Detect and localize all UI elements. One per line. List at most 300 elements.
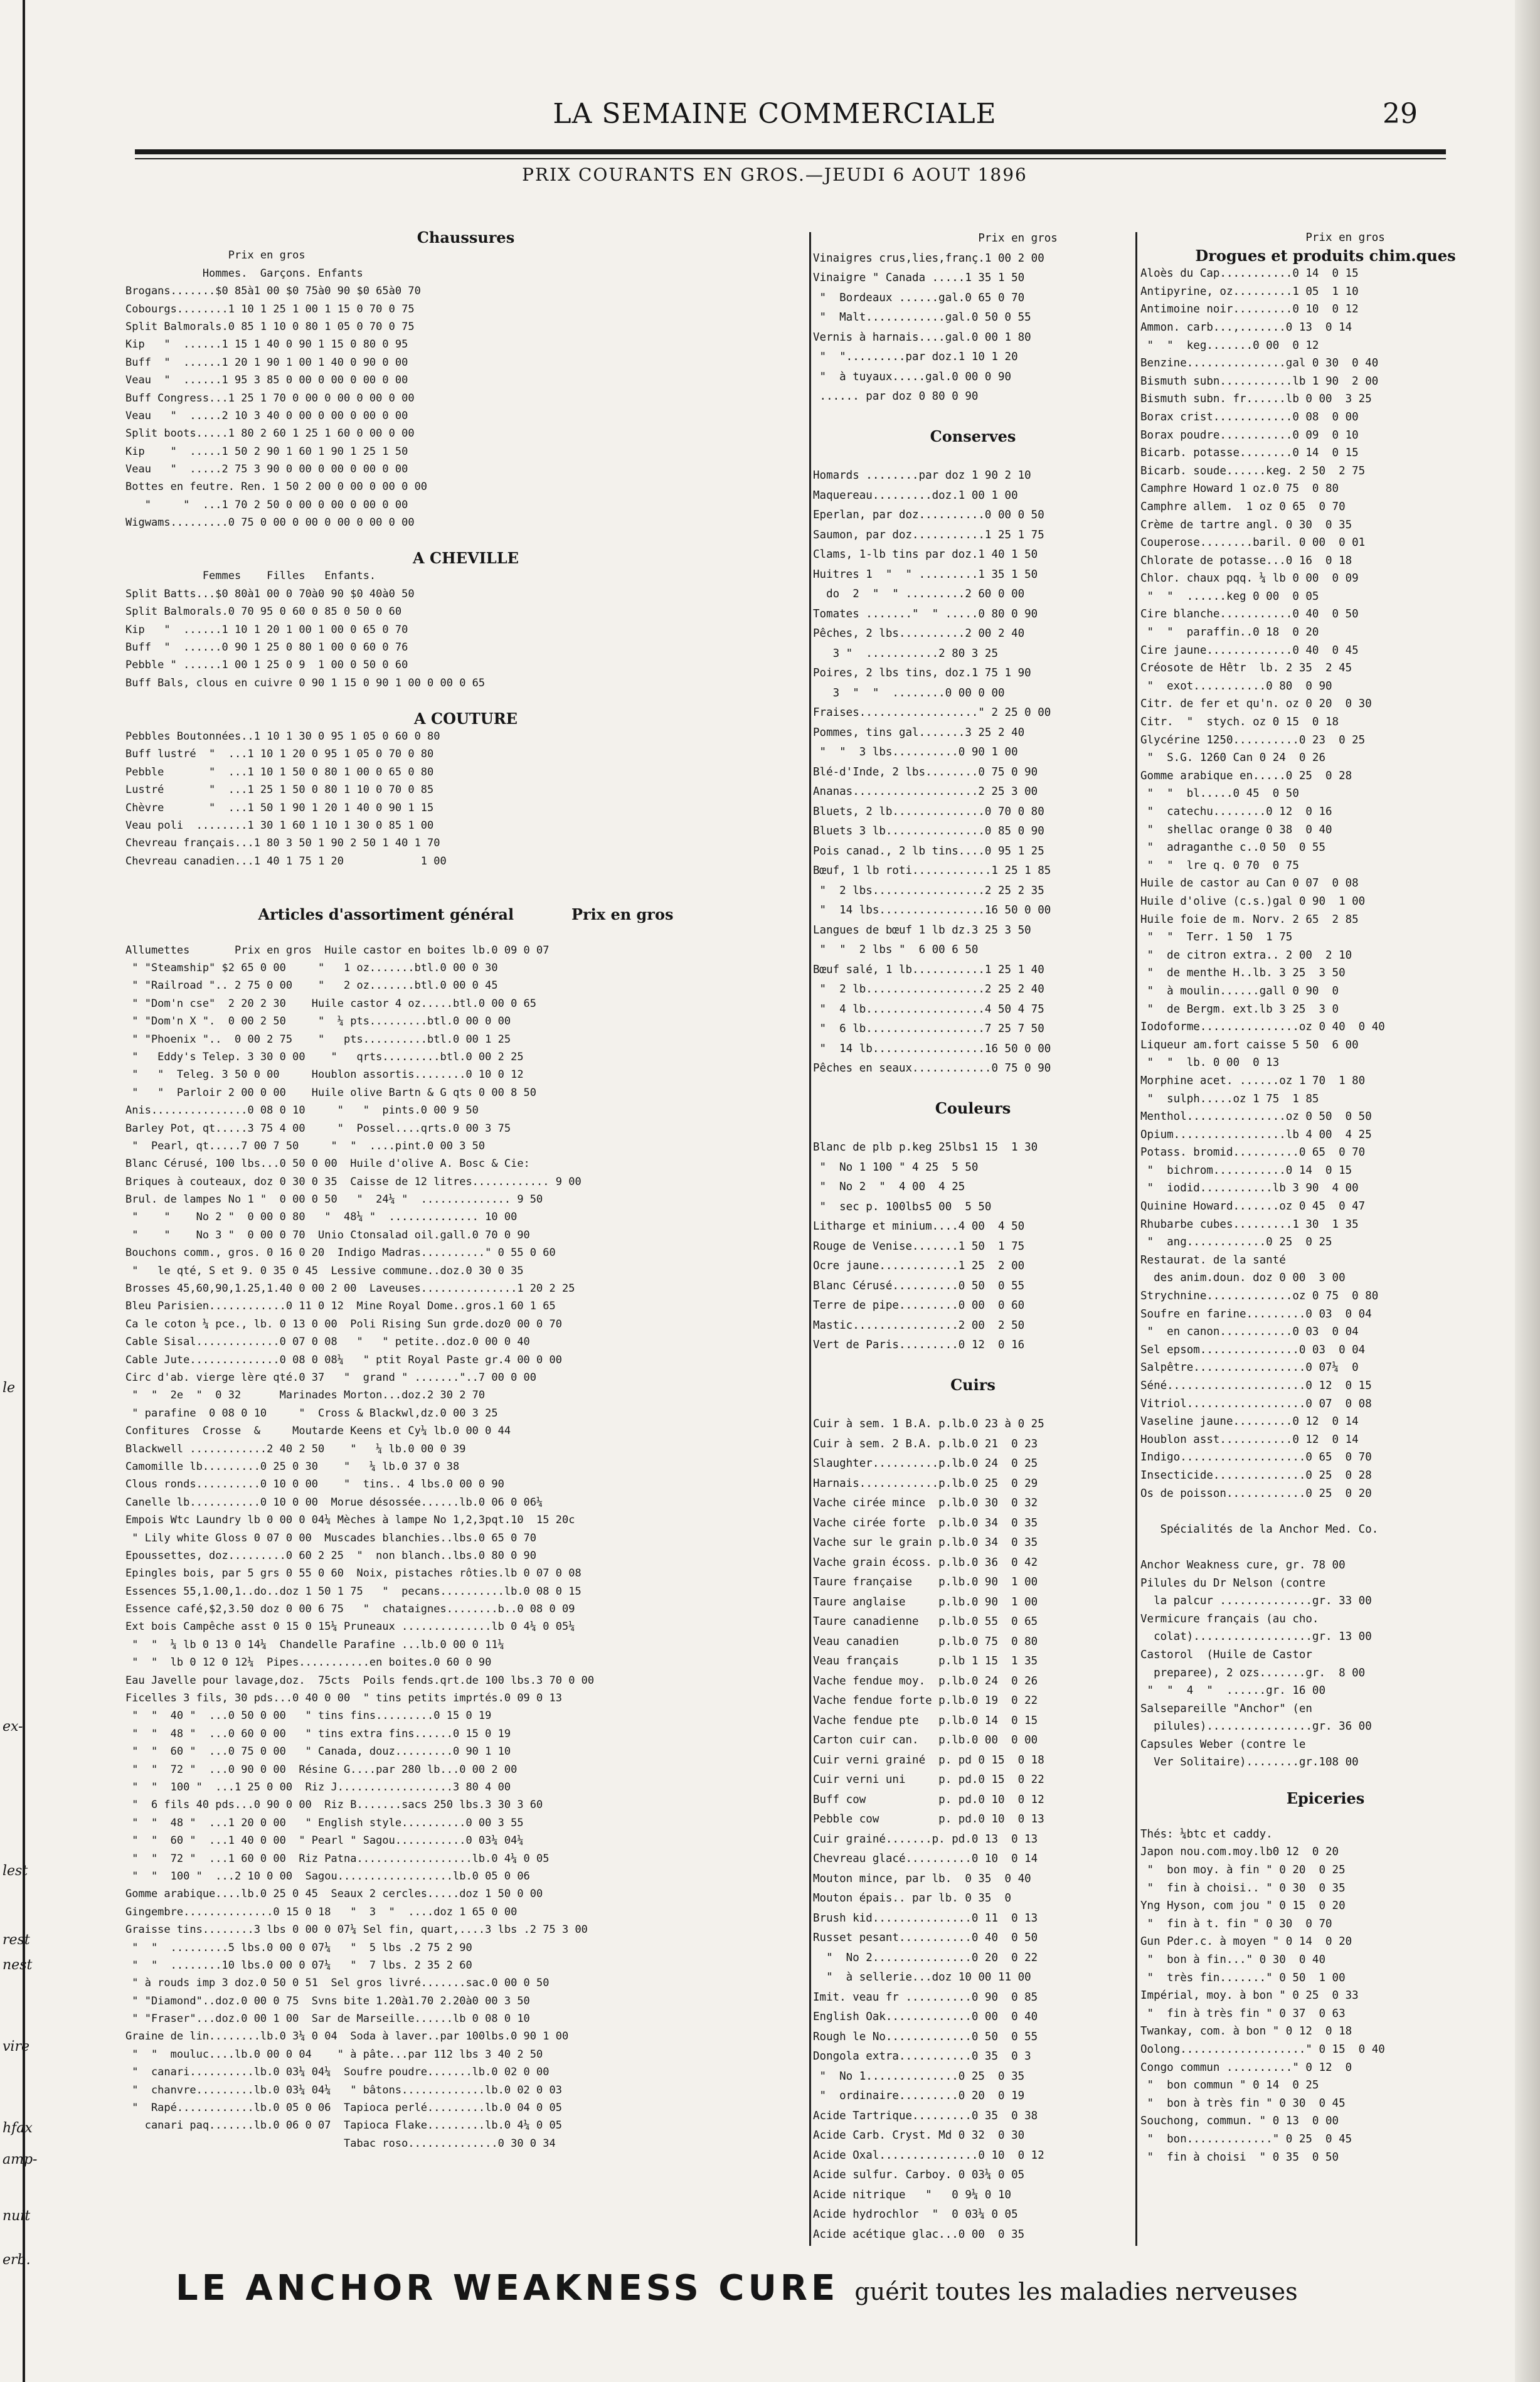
section-heading: Drogues et produits chim.ques bbox=[1195, 246, 1456, 265]
price-line: Bicarb. potasse........0 14 0 15 bbox=[1140, 447, 1359, 460]
price-line: " " 2 lbs " 6 00 6 50 bbox=[813, 944, 979, 956]
price-line: " bon à très fin " 0 30 0 45 bbox=[1140, 2097, 1346, 2110]
price-line: Menthol...............oz 0 50 0 50 bbox=[1140, 1110, 1372, 1124]
price-line: Briques à couteaux, doz 0 30 0 35 Caisse de 12 litres............ 9 00 bbox=[125, 1175, 581, 1188]
price-line: Impérial, moy. à bon " 0 25 0 33 bbox=[1140, 1989, 1359, 2002]
price-line: Blé-d'Inde, 2 lbs........0 75 0 90 bbox=[813, 765, 1038, 779]
price-line: Rhubarbe cubes.........1 30 1 35 bbox=[1140, 1218, 1359, 1231]
price-line: Veau poli ........1 30 1 60 1 10 1 30 0 85 1 00 bbox=[125, 819, 434, 832]
price-line: Benzine...............gal 0 30 0 40 bbox=[1140, 357, 1379, 370]
price-line: Vache fendue pte p.lb.0 14 0 15 bbox=[813, 1714, 1038, 1727]
price-line: " 2 lb..................2 25 2 40 bbox=[813, 983, 1044, 996]
price-line: Huile de castor au Can 0 07 0 08 bbox=[1140, 877, 1359, 890]
price-line: Hommes. Garçons. Enfants bbox=[125, 267, 363, 280]
price-line: Vert de Paris.........0 12 0 16 bbox=[813, 1339, 1025, 1351]
price-line: preparee), 2 ozs.......gr. 8 00 bbox=[1140, 1666, 1366, 1679]
price-line: Vache grain écoss. p.lb.0 36 0 42 bbox=[813, 1556, 1038, 1569]
price-line: " ".........par doz.1 10 1 20 bbox=[813, 351, 1018, 363]
price-line: " Lily white Gloss 0 07 0 00 Muscades blanchies..lbs.0 65 0 70 bbox=[125, 1531, 537, 1545]
price-line: " iodid...........lb 3 90 4 00 bbox=[1140, 1182, 1359, 1195]
price-line: Liqueur am.fort caisse 5 50 6 00 bbox=[1140, 1038, 1359, 1051]
price-line: " Bordeaux ......gal.0 65 0 70 bbox=[813, 291, 1025, 304]
price-line: Glycérine 1250..........0 23 0 25 bbox=[1140, 733, 1366, 747]
price-line: " No 2...............0 20 0 22 bbox=[813, 1951, 1038, 1964]
section-heading: A COUTURE bbox=[414, 709, 518, 728]
price-line: Vitriol..................0 07 0 08 bbox=[1140, 1397, 1372, 1410]
price-line: Bismuth subn...........lb 1 90 2 00 bbox=[1140, 375, 1379, 388]
section-heading: Conserves bbox=[930, 427, 1016, 445]
price-line: Cuir verni grainé p. pd 0 15 0 18 bbox=[813, 1753, 1044, 1767]
price-line: Essence café,$2,3.50 doz 0 00 6 75 " chataignes........b..0 08 0 09 bbox=[125, 1603, 575, 1616]
margin-fragment: nuit bbox=[3, 2208, 31, 2224]
price-line: Thés: ¼btc et caddy. bbox=[1140, 1827, 1273, 1841]
price-line: Veau " ......1 95 3 85 0 00 0 00 0 00 0 00 bbox=[125, 374, 408, 387]
price-line: Cuir verni uni p. pd.0 15 0 22 bbox=[813, 1773, 1044, 1786]
price-line: Ocre jaune............1 25 2 00 bbox=[813, 1260, 1025, 1272]
price-line: Eau Javelle pour lavage,doz. 75cts Poils fends.qrt.de 100 lbs.3 70 0 00 bbox=[125, 1674, 595, 1687]
price-line: " de Bergm. ext.lb 3 25 3 0 bbox=[1140, 1002, 1339, 1016]
price-line: Chèvre " ...1 50 1 90 1 20 1 40 0 90 1 15 bbox=[125, 801, 434, 814]
price-line: Vinaigre " Canada .....1 35 1 50 bbox=[813, 272, 1025, 284]
price-line: Potass. bromid..........0 65 0 70 bbox=[1140, 1146, 1366, 1159]
price-line: Huile d'olive (c.s.)gal 0 90 1 00 bbox=[1140, 895, 1366, 908]
price-line: Huitres 1 " " .........1 35 1 50 bbox=[813, 568, 1038, 581]
price-line: " sec p. 100lbs5 00 5 50 bbox=[813, 1200, 992, 1213]
price-line: " " No 2 " 0 00 0 80 " 48¼ " .............. 10 00 bbox=[125, 1211, 518, 1224]
price-line: Vinaigres crus,lies,franç.1 00 2 00 bbox=[813, 252, 1044, 265]
price-line: Mouton mince, par lb. 0 35 0 40 bbox=[813, 1872, 1031, 1885]
price-line: Veau canadien p.lb.0 75 0 80 bbox=[813, 1635, 1038, 1648]
price-line: Pommes, tins gal.......3 25 2 40 bbox=[813, 726, 1025, 739]
price-line: " de menthe H..lb. 3 25 3 50 bbox=[1140, 967, 1346, 980]
price-line: " No 1 100 " 4 25 5 50 bbox=[813, 1161, 979, 1174]
price-line: Houblon asst...........0 12 0 14 bbox=[1140, 1433, 1359, 1446]
price-line: " No 2 " 4 00 4 25 bbox=[813, 1181, 965, 1193]
price-line: Russet pesant...........0 40 0 50 bbox=[813, 1932, 1038, 1944]
price-line: Acide Tartrique.........0 35 0 38 bbox=[813, 2109, 1038, 2122]
price-line: Cuir à sem. 2 B.A. p.lb.0 21 0 23 bbox=[813, 1437, 1038, 1450]
price-line: Ammon. carb...,.......0 13 0 14 bbox=[1140, 321, 1352, 334]
price-line: Séné.....................0 12 0 15 bbox=[1140, 1380, 1372, 1392]
price-line: Blanc Cérusé, 100 lbs...0 50 0 00 Huile d'olive A. Bosc & Cie: bbox=[125, 1157, 530, 1171]
header-rule-thick bbox=[135, 149, 1446, 154]
price-line: " " 40 " ...0 50 0 00 " tins fins.........0 15 0 19 bbox=[125, 1709, 492, 1723]
price-line: 3 " ...........2 80 3 25 bbox=[813, 647, 999, 660]
price-line: des anim.doun. doz 0 00 3 00 bbox=[1140, 1272, 1346, 1285]
price-line: Camomille lb.........0 25 0 30 " ¼ lb.0 37 0 38 bbox=[125, 1460, 460, 1473]
price-line: Cire jaune.............0 40 0 45 bbox=[1140, 644, 1359, 657]
price-line: Brogans.......$0 85à1 00 $0 75à0 90 $0 65à0 70 bbox=[125, 285, 421, 298]
price-line: Pebble cow p. pd.0 10 0 13 bbox=[813, 1813, 1044, 1826]
price-line: " " .........5 lbs.0 00 0 07¼ " 5 lbs .2 75 2 90 bbox=[125, 1941, 472, 1954]
price-line: Bottes en feutre. Ren. 1 50 2 00 0 00 0 00 0 00 bbox=[125, 481, 428, 494]
price-line: Restaurat. de la santé bbox=[1140, 1253, 1286, 1267]
price-line: Eperlan, par doz..........0 00 0 50 bbox=[813, 509, 1044, 521]
price-line: Buff cow p. pd.0 10 0 12 bbox=[813, 1793, 1044, 1806]
page-number: 29 bbox=[1383, 98, 1418, 130]
price-line: Ver Solitaire)........gr.108 00 bbox=[1140, 1756, 1359, 1769]
price-line bbox=[125, 888, 806, 905]
price-line: Pêches, 2 lbs..........2 00 2 40 bbox=[813, 627, 1025, 640]
price-line: " "Phoenix ".. 0 00 2 75 " pts..........btl.0 00 1 25 bbox=[125, 1033, 511, 1046]
price-line: " " lb. 0 00 0 13 bbox=[1140, 1056, 1280, 1070]
price-line: " " Terr. 1 50 1 75 bbox=[1140, 931, 1293, 944]
price-line: Circ d'ab. vierge lère qté.0 37 " grand " ......."..7 00 0 00 bbox=[125, 1371, 537, 1384]
price-line: Congo commun .........." 0 12 0 bbox=[1140, 2061, 1352, 2074]
price-line: Antipyrine, oz.........1 05 1 10 bbox=[1140, 285, 1359, 298]
price-line: " de citron extra.. 2 00 2 10 bbox=[1140, 949, 1352, 962]
price-line: " Malt............gal.0 50 0 55 bbox=[813, 311, 1031, 324]
price-line bbox=[125, 923, 806, 941]
price-line: Salpêtre.................0 07¼ 0 bbox=[1140, 1361, 1359, 1374]
price-line: Iodoforme...............oz 0 40 0 40 bbox=[1140, 1021, 1385, 1034]
price-line: Chlorate de potasse...0 16 0 18 bbox=[1140, 554, 1352, 567]
price-line: la palcur ..............gr. 33 00 bbox=[1140, 1595, 1372, 1608]
price-line: " " Parloir 2 00 0 00 Huile olive Bartn & G qts 0 00 8 50 bbox=[125, 1086, 537, 1099]
price-line: Yng Hyson, com jou " 0 15 0 20 bbox=[1140, 1900, 1346, 1913]
price-line: " "Dom'n cse" 2 20 2 30 Huile castor 4 oz.....btl.0 00 0 65 bbox=[125, 997, 537, 1010]
price-line: Barley Pot, qt.....3 75 4 00 " Possel....qrts.0 00 3 75 bbox=[125, 1122, 511, 1135]
price-line: Blanc Cérusé..........0 50 0 55 bbox=[813, 1279, 1025, 1292]
margin-fragment: erb. bbox=[3, 2252, 31, 2268]
price-line: Chevreau glacé..........0 10 0 14 bbox=[813, 1853, 1038, 1865]
price-line: " 6 fils 40 pds...0 90 0 00 Riz B.......sacs 250 lbs.3 30 3 60 bbox=[125, 1799, 543, 1812]
price-line: Gomme arabique....lb.0 25 0 45 Seaux 2 cercles.....doz 1 50 0 00 bbox=[125, 1888, 543, 1901]
price-line: Pêches en seaux............0 75 0 90 bbox=[813, 1062, 1051, 1075]
price-line: Ficelles 3 fils, 30 pds...0 40 0 00 " tins petits imprtés.0 09 0 13 bbox=[125, 1692, 562, 1705]
price-line: Split Batts...$0 80à1 00 0 70à0 90 $0 40à0 50 bbox=[125, 587, 415, 600]
journal-title: LA SEMAINE COMMERCIALE bbox=[553, 98, 997, 130]
price-line: Opium.................lb 4 00 4 25 bbox=[1140, 1128, 1372, 1141]
price-line: Graisse tins........3 lbs 0 00 0 07¼ Sel fin, quart,....3 lbs .2 75 3 00 bbox=[125, 1923, 588, 1937]
price-line: Blanc de plb p.keg 25lbs1 15 1 30 bbox=[813, 1141, 1038, 1154]
price-line bbox=[813, 1119, 1133, 1139]
price-line: Taure canadienne p.lb.0 55 0 65 bbox=[813, 1615, 1038, 1628]
price-line: " bichrom...........0 14 0 15 bbox=[1140, 1164, 1352, 1177]
price-line: Vache sur le grain p.lb.0 34 0 35 bbox=[813, 1536, 1038, 1549]
price-column-middle bbox=[813, 229, 1133, 2249]
price-line bbox=[1140, 1772, 1511, 1790]
price-line: " 2 lbs.................2 25 2 35 bbox=[813, 884, 1044, 897]
price-line: Ca le coton ¼ pce., lb. 0 13 0 00 Poli Rising Sun grde.doz0 00 0 70 bbox=[125, 1317, 562, 1331]
price-line: Morphine acet. ......oz 1 70 1 80 bbox=[1140, 1074, 1366, 1087]
binding-edge bbox=[23, 0, 25, 2382]
price-line: Souchong, commun. " 0 13 0 00 bbox=[1140, 2115, 1339, 2128]
price-line: Cire blanche...........0 40 0 50 bbox=[1140, 608, 1359, 621]
price-line: " shellac orange 0 38 0 40 bbox=[1140, 823, 1332, 836]
price-line: " " ¼ lb 0 13 0 14¼ Chandelle Parafine ...lb.0 00 0 11¼ bbox=[125, 1638, 504, 1651]
price-line: Ext bois Campêche asst 0 15 0 15¼ Pruneaux ..............lb 0 4¼ 0 05¼ bbox=[125, 1620, 575, 1634]
price-line: Veau " .....2 10 3 40 0 00 0 00 0 00 0 00 bbox=[125, 409, 408, 422]
price-line: Créosote de Hêtr lb. 2 35 2 45 bbox=[1140, 662, 1352, 675]
price-line: Confitures Crosse & Moutarde Keens et Cy¼ lb.0 00 0 44 bbox=[125, 1425, 511, 1438]
price-line: Epoussettes, doz.........0 60 2 25 " non blanch..lbs.0 80 0 90 bbox=[125, 1549, 537, 1562]
price-line: Soufre en farine.........0 03 0 04 bbox=[1140, 1307, 1372, 1321]
price-line bbox=[1140, 1502, 1511, 1521]
price-line: Bicarb. soude......keg. 2 50 2 75 bbox=[1140, 464, 1366, 477]
price-line: Blackwell ............2 40 2 50 " ¼ lb.0 00 0 39 bbox=[125, 1442, 466, 1455]
price-line: Imit. veau fr ..........0 90 0 85 bbox=[813, 1991, 1038, 2004]
price-line: Maquereau.........doz.1 00 1 00 bbox=[813, 489, 1018, 502]
price-line: " " ........10 lbs.0 00 0 07¼ " 7 lbs. 2 35 2 60 bbox=[125, 1959, 472, 1972]
price-line: Gun Pder.c. à moyen " 0 14 0 20 bbox=[1140, 1935, 1352, 1949]
price-line: Poires, 2 lbs tins, doz.1 75 1 90 bbox=[813, 667, 1031, 679]
price-line: Vache cirée forte p.lb.0 34 0 35 bbox=[813, 1516, 1038, 1529]
price-line: Mouton épais.. par lb. 0 35 0 bbox=[813, 1892, 1012, 1905]
price-line: Chevreau français...1 80 3 50 1 90 2 50 1 40 1 70 bbox=[125, 837, 440, 850]
price-line: Prix en gros bbox=[1140, 231, 1385, 244]
price-line: Langues de bœuf 1 lb dz.3 25 3 50 bbox=[813, 923, 1031, 937]
price-column-left bbox=[125, 229, 806, 2249]
price-line: Lustré " ...1 25 1 50 0 80 1 10 0 70 0 85 bbox=[125, 784, 434, 797]
price-line: " fin à très fin " 0 37 0 63 bbox=[1140, 2007, 1346, 2020]
price-line: " bon moy. à fin " 0 20 0 25 bbox=[1140, 1864, 1346, 1877]
price-line: " à rouds imp 3 doz.0 50 0 51 Sel gros livré.......sac.0 00 0 50 bbox=[125, 1977, 550, 1990]
price-line: Split Balmorals.0 70 95 0 60 0 85 0 50 0 60 bbox=[125, 605, 402, 619]
price-line: " " keg.......0 00 0 12 bbox=[1140, 339, 1319, 352]
price-column-right bbox=[1140, 229, 1511, 2249]
price-line: Bouchons comm., gros. 0 16 0 20 Indigo Madras.........." 0 55 0 60 bbox=[125, 1247, 556, 1260]
price-line: Homards ........par doz 1 90 2 10 bbox=[813, 469, 1031, 482]
price-line: " catechu........0 12 0 16 bbox=[1140, 806, 1332, 818]
price-line: " ang............0 25 0 25 bbox=[1140, 1236, 1332, 1249]
price-line: " " 3 lbs..........0 90 1 00 bbox=[813, 746, 1018, 758]
price-line: " bon commun " 0 14 0 25 bbox=[1140, 2079, 1319, 2092]
price-line: " adraganthe c..0 50 0 55 bbox=[1140, 841, 1326, 854]
price-line: Bœuf salé, 1 lb...........1 25 1 40 bbox=[813, 963, 1044, 976]
price-line: Clous ronds..........0 10 0 00 " tins.. 4 lbs.0 00 0 90 bbox=[125, 1478, 504, 1491]
price-line: Strychnine.............oz 0 75 0 80 bbox=[1140, 1290, 1379, 1303]
margin-fragment: amp- bbox=[3, 2152, 38, 2167]
price-line: " exot...........0 80 0 90 bbox=[1140, 679, 1332, 693]
price-line: " bon............." 0 25 0 45 bbox=[1140, 2132, 1352, 2145]
section-heading: PRIX COURANTS EN GROS.—JEUDI 6 AOUT 1896 bbox=[522, 164, 1028, 185]
price-line: Taure française p.lb.0 90 1 00 bbox=[813, 1576, 1038, 1588]
price-line: " canari..........lb.0 03¼ 04¼ Soufre poudre.......lb.0 02 0 00 bbox=[125, 2066, 550, 2079]
price-line: Brul. de lampes No 1 " 0 00 0 50 " 24¼ " .............. 9 50 bbox=[125, 1193, 543, 1206]
price-line: Pebble " ......1 00 1 25 0 9 1 00 0 50 0 60 bbox=[125, 659, 408, 672]
price-line: " ordinaire.........0 20 0 19 bbox=[813, 2090, 1025, 2102]
price-line: Slaughter..........p.lb.0 24 0 25 bbox=[813, 1457, 1038, 1470]
price-line: Cable Sisal.............0 07 0 08 " " petite..doz.0 00 0 40 bbox=[125, 1336, 530, 1349]
column-divider bbox=[809, 232, 811, 2246]
price-line: Os de poisson............0 25 0 20 bbox=[1140, 1487, 1372, 1500]
price-line: Litharge et minium....4 00 4 50 bbox=[813, 1220, 1025, 1233]
price-line: " 6 lb..................7 25 7 50 bbox=[813, 1023, 1044, 1035]
price-line: Vernis à harnais....gal.0 00 1 80 bbox=[813, 331, 1031, 344]
margin-fragment: nest bbox=[3, 1957, 33, 1973]
price-line: " 14 lb.................16 50 0 00 bbox=[813, 1042, 1051, 1055]
price-line: Acide sulfur. Carboy. 0 03¼ 0 05 bbox=[813, 2169, 1025, 2181]
price-line bbox=[813, 1079, 1133, 1099]
price-line: Buff Bals, clous en cuivre 0 90 1 15 0 90 1 00 0 00 0 65 bbox=[125, 676, 486, 689]
price-line: Acide Carb. Cryst. Md 0 32 0 30 bbox=[813, 2129, 1025, 2142]
price-line: " chanvre.........lb.0 03¼ 04¼ " bâtons.............lb.0 02 0 03 bbox=[125, 2083, 562, 2097]
price-line: 3 " " ........0 00 0 00 bbox=[813, 686, 1005, 699]
price-line: Gomme arabique en.....0 25 0 28 bbox=[1140, 769, 1352, 782]
price-line: " le qté, S et 9. 0 35 0 45 Lessive commune..doz.0 30 0 35 bbox=[125, 1264, 524, 1277]
price-line: Acide acétique glac...0 00 0 35 bbox=[813, 2228, 1025, 2241]
price-line: " " 4 " ......gr. 16 00 bbox=[1140, 1684, 1326, 1698]
price-line: Chlor. chaux pqq. ¼ lb 0 00 0 09 bbox=[1140, 572, 1359, 585]
advertisement-footer bbox=[176, 2268, 1430, 2312]
header-rule-thin bbox=[135, 158, 1446, 159]
price-line: Veau " .....2 75 3 90 0 00 0 00 0 00 0 00 bbox=[125, 463, 408, 476]
price-line bbox=[813, 407, 1133, 427]
price-line: Clams, 1-lb tins par doz.1 40 1 50 bbox=[813, 548, 1038, 561]
price-line: " fin à choisi " 0 35 0 50 bbox=[1140, 2151, 1339, 2164]
price-line: " très fin......." 0 50 1 00 bbox=[1140, 1971, 1346, 1984]
price-line bbox=[125, 532, 806, 550]
left-margin-fragments bbox=[0, 238, 38, 2268]
price-line: Epingles bois, par 5 grs 0 55 0 60 Noix, pistaches rôties.lb 0 07 0 08 bbox=[125, 1567, 581, 1580]
price-line: Empois Wtc Laundry lb 0 00 0 04¼ Mèches à lampe No 1,2,3pqt.10 15 20c bbox=[125, 1514, 575, 1527]
price-line: Pois canad., 2 lb tins....0 95 1 25 bbox=[813, 844, 1044, 858]
price-line: Kip " ......1 15 1 40 0 90 1 15 0 80 0 95 bbox=[125, 338, 408, 351]
price-line: Vaseline jaune.........0 12 0 14 bbox=[1140, 1415, 1359, 1428]
price-line: " " 2e " 0 32 Marinades Morton...doz.2 30 2 70 bbox=[125, 1389, 486, 1402]
price-line: Tomates ......." " .....0 80 0 90 bbox=[813, 607, 1038, 620]
price-line: Vache fendue forte p.lb.0 19 0 22 bbox=[813, 1694, 1038, 1707]
price-line: Tabac roso..............0 30 0 34 bbox=[125, 2137, 556, 2150]
price-line: " " ......keg 0 00 0 05 bbox=[1140, 590, 1319, 603]
price-line: Citr. de fer et qu'n. oz 0 20 0 30 bbox=[1140, 698, 1372, 711]
price-line: " 4 lb..................4 50 4 75 bbox=[813, 1002, 1044, 1016]
price-line bbox=[813, 447, 1133, 467]
price-line: Capsules Weber (contre le bbox=[1140, 1738, 1306, 1751]
margin-fragment: le bbox=[3, 1380, 16, 1396]
price-line: " " paraffin..0 18 0 20 bbox=[1140, 626, 1319, 639]
price-line: Cable Jute..............0 08 0 08¼ " ptit Royal Paste gr.4 00 0 00 bbox=[125, 1353, 562, 1366]
price-line: Allumettes Prix en gros Huile castor en boites lb.0 09 0 07 bbox=[125, 944, 550, 957]
price-line: " " 60 " ...0 75 0 00 " Canada, douz.........0 90 1 10 bbox=[125, 1745, 511, 1758]
price-line: " " 60 " ...1 40 0 00 " Pearl " Sagou...........0 03¼ 04¼ bbox=[125, 1834, 524, 1848]
price-line: Acide hydrochlor " 0 03¼ 0 05 bbox=[813, 2208, 1018, 2221]
page-header bbox=[107, 93, 1443, 137]
price-line: Rough le No.............0 50 0 55 bbox=[813, 2030, 1038, 2043]
price-line: Split boots.....1 80 2 60 1 25 1 60 0 00 0 00 bbox=[125, 427, 415, 440]
price-line: Indigo...................0 65 0 70 bbox=[1140, 1451, 1372, 1464]
price-line: Sel epsom...............0 03 0 04 bbox=[1140, 1343, 1366, 1356]
price-line: Wigwams.........0 75 0 00 0 00 0 00 0 00 0 00 bbox=[125, 516, 415, 529]
price-line: Insecticide..............0 25 0 28 bbox=[1140, 1469, 1372, 1482]
price-line: " " lre q. 0 70 0 75 bbox=[1140, 859, 1299, 872]
price-line bbox=[1140, 1807, 1511, 1826]
price-line: Bœuf, 1 lb roti............1 25 1 85 bbox=[813, 864, 1051, 877]
price-line: " " Teleg. 3 50 0 00 Houblon assortis........0 10 0 12 bbox=[125, 1068, 524, 1082]
advertisement-slogan: guérit toutes les maladies nerveuses bbox=[854, 2278, 1298, 2305]
price-line: Antimoine noir.........0 10 0 12 bbox=[1140, 303, 1359, 316]
price-line: Dongola extra...........0 35 0 3 bbox=[813, 2050, 1031, 2063]
price-line: " "Railroad ".. 2 75 0 00 " 2 oz.......btl.0 00 0 45 bbox=[125, 979, 498, 992]
price-line: Graine de lin........lb.0 3¼ 0 04 Soda à laver..par 100lbs.0 90 1 00 bbox=[125, 2030, 569, 2043]
price-line: " à tuyaux.....gal.0 00 0 90 bbox=[813, 370, 1012, 383]
price-line: " "Fraser"...doz.0 00 1 00 Sar de Marseille......lb 0 08 0 10 bbox=[125, 2012, 530, 2026]
price-line: Aloès du Cap...........0 14 0 15 bbox=[1140, 267, 1359, 280]
price-line: Bluets, 2 lb..............0 70 0 80 bbox=[813, 805, 1044, 818]
price-line: pilules)................gr. 36 00 bbox=[1140, 1720, 1372, 1733]
price-line: Bismuth subn. fr......lb 0 00 3 25 bbox=[1140, 393, 1372, 406]
price-line: Castorol (Huile de Castor bbox=[1140, 1648, 1312, 1661]
advertisement-brand: LE ANCHOR WEAKNESS CURE bbox=[176, 2268, 839, 2309]
price-line: Cuir à sem. 1 B.A. p.lb.0 23 à 0 25 bbox=[813, 1418, 1044, 1430]
price-line bbox=[1140, 1538, 1511, 1556]
price-line: Acide Oxal...............0 10 0 12 bbox=[813, 2149, 1044, 2162]
section-heading: A CHEVILLE bbox=[413, 549, 519, 568]
price-line: " "Dom'n X ". 0 00 2 50 " ¼ pts.........btl.0 00 0 00 bbox=[125, 1015, 511, 1028]
price-line: Vache cirée mince p.lb.0 30 0 32 bbox=[813, 1497, 1038, 1509]
price-line: " sulph.....oz 1 75 1 85 bbox=[1140, 1092, 1319, 1105]
price-line: Kip " ......1 10 1 20 1 00 1 00 0 65 0 70 bbox=[125, 623, 408, 636]
price-line: Prix en gros bbox=[125, 249, 305, 262]
price-line: Fraises.................." 2 25 0 00 bbox=[813, 706, 1051, 719]
price-line: Quinine Howard.......oz 0 45 0 47 bbox=[1140, 1200, 1366, 1213]
price-line: " " 100 " ...1 25 0 00 Riz J..................3 80 4 00 bbox=[125, 1780, 511, 1794]
price-line: Anis...............0 08 0 10 " " pints.0 00 9 50 bbox=[125, 1104, 479, 1117]
price-line: Pebbles Boutonnées..1 10 1 30 0 95 1 05 0 60 0 80 bbox=[125, 730, 440, 743]
price-line: " " lb 0 12 0 12¼ Pipes...........en boites.0 60 0 90 bbox=[125, 1656, 492, 1669]
price-line: Anchor Weakness cure, gr. 78 00 bbox=[1140, 1558, 1346, 1571]
price-line: Pilules du Dr Nelson (contre bbox=[1140, 1576, 1326, 1590]
margin-fragment: lest bbox=[3, 1863, 28, 1879]
price-line: " Eddy's Telep. 3 30 0 00 " qrts.........btl.0 00 2 25 bbox=[125, 1050, 524, 1063]
price-line: Brush kid...............0 11 0 13 bbox=[813, 1911, 1038, 1925]
price-line: Cuir grainé.......p. pd.0 13 0 13 bbox=[813, 1832, 1038, 1846]
section-heading: Chaussures bbox=[417, 229, 515, 247]
price-line: Pebble " ...1 10 1 50 0 80 1 00 0 65 0 80 bbox=[125, 765, 434, 779]
price-line: Split Balmorals.0 85 1 10 0 80 1 05 0 70 0 75 bbox=[125, 320, 415, 333]
price-line: " " 72 " ...0 90 0 00 Résine G....par 280 lb...0 00 2 00 bbox=[125, 1763, 518, 1776]
price-line: " en canon...........0 03 0 04 bbox=[1140, 1326, 1359, 1339]
price-line: Rouge de Venise.......1 50 1 75 bbox=[813, 1240, 1025, 1253]
price-line: Camphre Howard 1 oz.0 75 0 80 bbox=[1140, 482, 1339, 496]
margin-fragment: vire bbox=[3, 2039, 30, 2055]
price-line: ...... par doz 0 80 0 90 bbox=[813, 390, 979, 403]
section-heading: Couleurs bbox=[935, 1099, 1011, 1117]
price-line: " bon à fin..." 0 30 0 40 bbox=[1140, 1954, 1326, 1966]
price-line: Borax crist............0 08 0 00 bbox=[1140, 410, 1359, 423]
price-line: Chevreau canadien...1 40 1 75 1 20 1 00 bbox=[125, 854, 447, 868]
margin-fragment: ex- bbox=[3, 1719, 23, 1735]
price-line: Ananas...................2 25 3 00 bbox=[813, 785, 1038, 798]
price-line: Buff Congress...1 25 1 70 0 00 0 00 0 00 0 00 bbox=[125, 391, 415, 405]
price-line: " " mouluc....lb.0 00 0 04 " à pâte...par 112 lbs 3 40 2 50 bbox=[125, 2048, 543, 2061]
price-line: Camphre allem. 1 oz 0 65 0 70 bbox=[1140, 500, 1346, 513]
price-line: " à moulin......gall 0 90 0 bbox=[1140, 984, 1339, 997]
price-line: " fin à choisi.. " 0 30 0 35 bbox=[1140, 1881, 1346, 1895]
price-line: Carton cuir can. p.lb.0 00 0 00 bbox=[813, 1734, 1038, 1747]
price-line: Bleu Parisien............0 11 0 12 Mine Royal Dome..gros.1 60 1 65 bbox=[125, 1300, 556, 1313]
price-line: Buff " ......0 90 1 25 0 80 1 00 0 60 0 76 bbox=[125, 641, 408, 654]
price-line: canari paq.......lb.0 06 0 07 Tapioca Flake.........lb.0 4¼ 0 05 bbox=[125, 2119, 562, 2132]
price-line: Essences 55,1.00,1..do..doz 1 50 1 75 " pecans..........lb.0 08 0 15 bbox=[125, 1585, 581, 1598]
price-line: Vache fendue moy. p.lb.0 24 0 26 bbox=[813, 1674, 1038, 1688]
price-line: Femmes Filles Enfants. bbox=[125, 570, 376, 583]
price-line: " No 1..............0 25 0 35 bbox=[813, 2070, 1025, 2083]
price-line: Twankay, com. à bon " 0 12 0 18 bbox=[1140, 2025, 1352, 2038]
price-line: Harnais............p.lb.0 25 0 29 bbox=[813, 1477, 1038, 1490]
price-line: Buff lustré " ...1 10 1 20 0 95 1 05 0 70 0 80 bbox=[125, 748, 434, 761]
price-line: " " 48 " ...1 20 0 00 " English style..........0 00 3 55 bbox=[125, 1816, 524, 1829]
price-line: do 2 " " .........2 60 0 00 bbox=[813, 588, 1025, 600]
price-line: colat)..................gr. 13 00 bbox=[1140, 1630, 1372, 1644]
price-line: Bluets 3 lb...............0 85 0 90 bbox=[813, 825, 1044, 837]
price-line: Vermicure français (au cho. bbox=[1140, 1612, 1319, 1625]
price-line: " " bl.....0 45 0 50 bbox=[1140, 787, 1299, 800]
price-line: Kip " .....1 50 2 90 1 60 1 90 1 25 1 50 bbox=[125, 445, 408, 458]
price-line: " Pearl, qt.....7 00 7 50 " " ....pint.0 00 3 50 bbox=[125, 1139, 486, 1152]
price-line bbox=[125, 692, 806, 710]
